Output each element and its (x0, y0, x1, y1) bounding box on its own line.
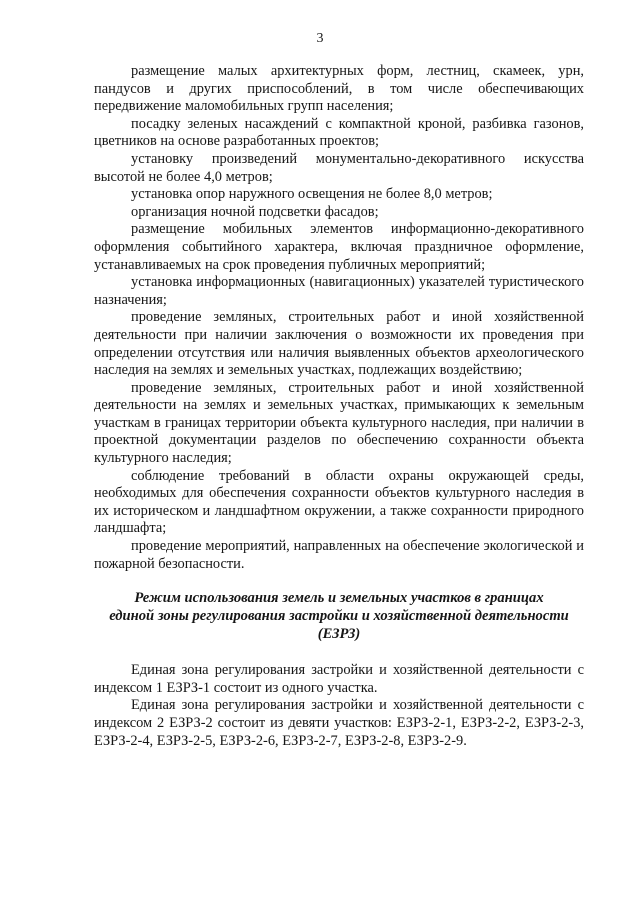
document-body (94, 63, 584, 750)
heading-line: единой зоны регулирования застройки и хозяйственной деятельности (109, 608, 569, 625)
paragraph: проведение мероприятий, направленных на обеспечение экологической и пожарной безопасности. (94, 538, 584, 572)
paragraph: посадку зеленых насаждений с компактной кроной, разбивка газонов, цветников на основе разработанных проектов; (94, 115, 584, 150)
paragraph: установка опор наружного освещения не более 8,0 метров; (131, 186, 493, 203)
paragraph: Единая зона регулирования застройки и хозяйственной деятельности с индексом 1 ЕЗРЗ-1 состоит из одного участка. (94, 662, 584, 696)
heading-line: Режим использования земель и земельных участков в границах (134, 590, 544, 607)
paragraph: размещение малых архитектурных форм, лестниц, скамеек, урн, пандусов и других приспособлений, в том числе обеспечивающих передвижение маломобильных групп населения; (94, 63, 584, 115)
section-heading (94, 589, 584, 643)
paragraph: соблюдение требований в области охраны окружающей среды, необходимых для обеспечения сохранности объектов культурного наследия в их историческом и ландшафтном окружении, а также сохранности природного ландшафта; (94, 467, 584, 537)
paragraph: установку произведений монументально-декоративного искусства высотой не более 4,0 метров; (94, 150, 584, 185)
paragraph: проведение земляных, строительных работ и иной хозяйственной деятельности при наличии заключения о возможности их проведения при определении отсутствия или наличия выявленных объектов археологического наследия на землях и земельных участках, подлежащих воздействию; (94, 309, 584, 379)
paragraph: Единая зона регулирования застройки и хозяйственной деятельности с индексом 2 ЕЗРЗ-2 состоит из девяти участков: ЕЗРЗ-2-1, ЕЗРЗ-2-2, ЕЗРЗ-2-3, ЕЗРЗ-2-4, ЕЗРЗ-2-5, ЕЗРЗ-2-6, ЕЗРЗ-2-7, ЕЗРЗ-2-8, ЕЗРЗ-2-9. (94, 697, 584, 749)
paragraph: установка информационных (навигационных) указателей туристического назначения; (94, 274, 584, 308)
spacer (94, 643, 584, 662)
paragraph: размещение мобильных элементов информационно-декоративного оформления событийного характера, включая праздничное оформление, устанавливаемых на срок проведения публичных мероприятий; (94, 221, 584, 273)
page-number: 3 (316, 31, 324, 46)
paragraph: организация ночной подсветки фасадов; (131, 203, 379, 220)
heading-line: (ЕЗРЗ) (317, 626, 361, 643)
paragraph: проведение земляных, строительных работ и иной хозяйственной деятельности на землях и земельных участках, примыкающих к земельным участкам в границах территории объекта культурного наследия, при наличии в проектной документации разделов по обеспечению сохранности объекта культурного наследия; (94, 379, 584, 467)
